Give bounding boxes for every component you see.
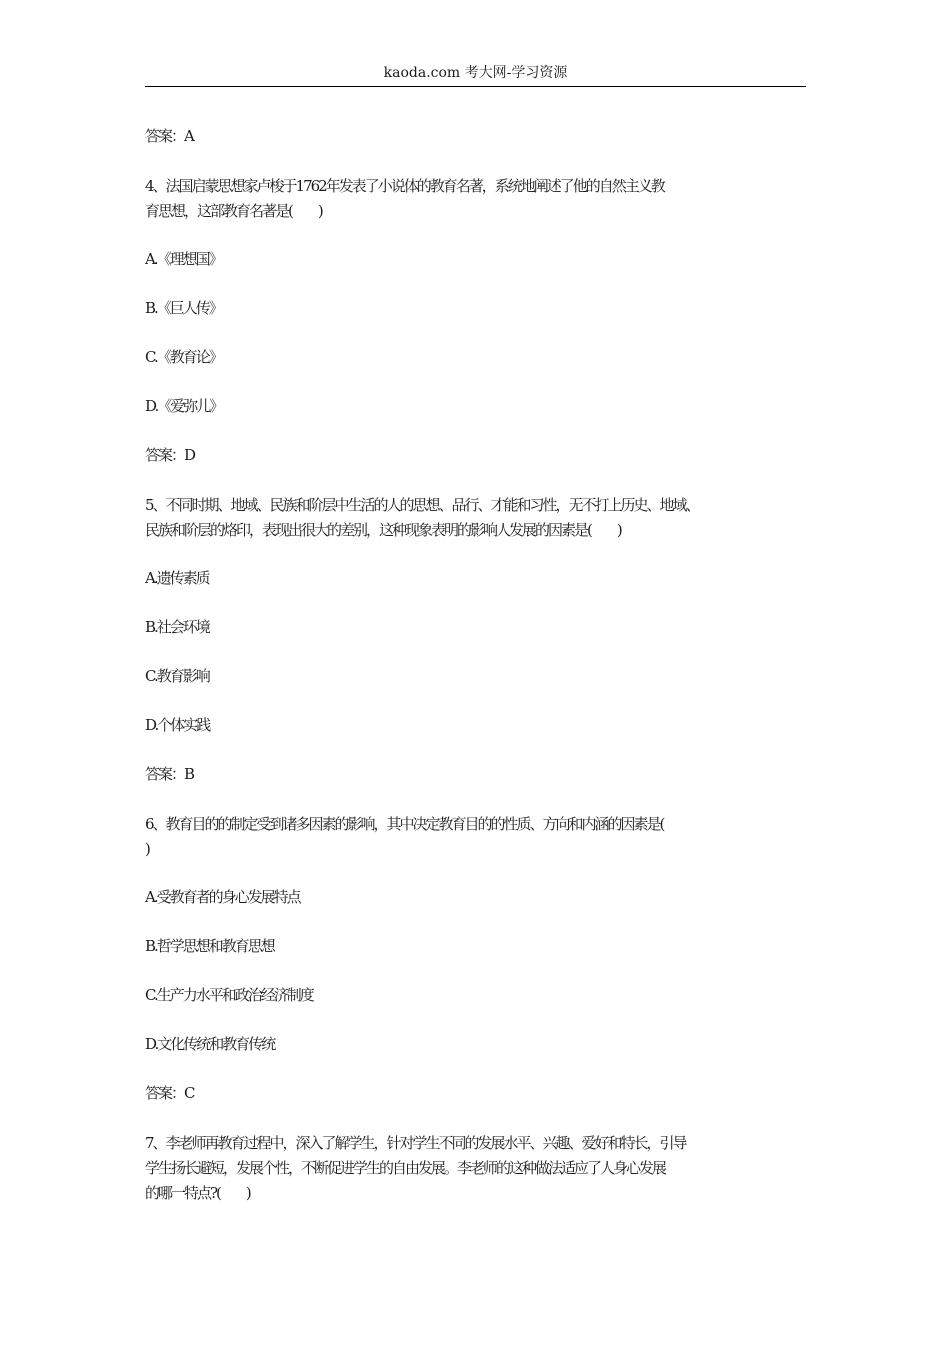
question-5-option-c: C.教育影响 [145,667,209,685]
question-7-text-line-2: 学生扬长避短，发展个性，不断促进学生的自由发展。李老师的这种做法适应了人身心发展 [145,1159,666,1177]
question-6-option-a: A.受教育者的身心发展特点 [145,888,300,906]
answer-3: 答案：A [145,127,193,145]
answer-6: 答案：C [145,1084,194,1102]
question-7-text-line-1: 7、李老师再教育过程中，深入了解学生，针对学生不同的发展水平、兴趣、爱好和特长，引导 [145,1134,686,1152]
question-5-text-line-2: 民族和阶层的烙印，表现出很大的差别，这种现象表明的影响人发展的因素是( ) [145,521,621,539]
page-header: kaoda.com 考大网-学习资源 [383,65,568,81]
question-4-option-b: B.《巨人传》 [145,299,222,317]
question-6-text-line-1: 6、教育目的的制定受到诸多因素的影响，其中决定教育目的的性质、方向和内涵的因素是( [145,815,664,833]
question-6-text-line-2: ) [145,840,149,858]
question-7-text-line-3: 的哪一特点?( ) [145,1184,250,1202]
question-5-text-line-1: 5、不同时期、地域、民族和阶层中生活的人的思想、品行、才能和习性，无不打上历史、地域、 [145,496,699,514]
question-4-text-line-2: 育思想，这部教育名著是( ) [145,202,322,220]
question-6-option-d: D.文化传统和教育传统 [145,1035,275,1053]
question-6-option-c: C.生产力水平和政治经济制度 [145,986,313,1004]
question-4-option-a: A.《理想国》 [145,250,222,268]
header-divider [145,86,806,87]
question-5-option-d: D.个体实践 [145,716,210,734]
question-4-text-line-1: 4、法国启蒙思想家卢梭于1762年发表了小说体的教育名著，系统地阐述了他的自然主义教 [145,177,664,195]
question-5-option-a: A.遗传素质 [145,569,209,587]
question-4-option-c: C.《教育论》 [145,348,222,366]
question-4-option-d: D.《爱弥儿》 [145,397,223,415]
answer-5: 答案：B [145,765,194,783]
question-5-option-b: B.社会环境 [145,618,209,636]
question-6-option-b: B.哲学思想和教育思想 [145,937,274,955]
answer-4: 答案：D [145,446,195,464]
